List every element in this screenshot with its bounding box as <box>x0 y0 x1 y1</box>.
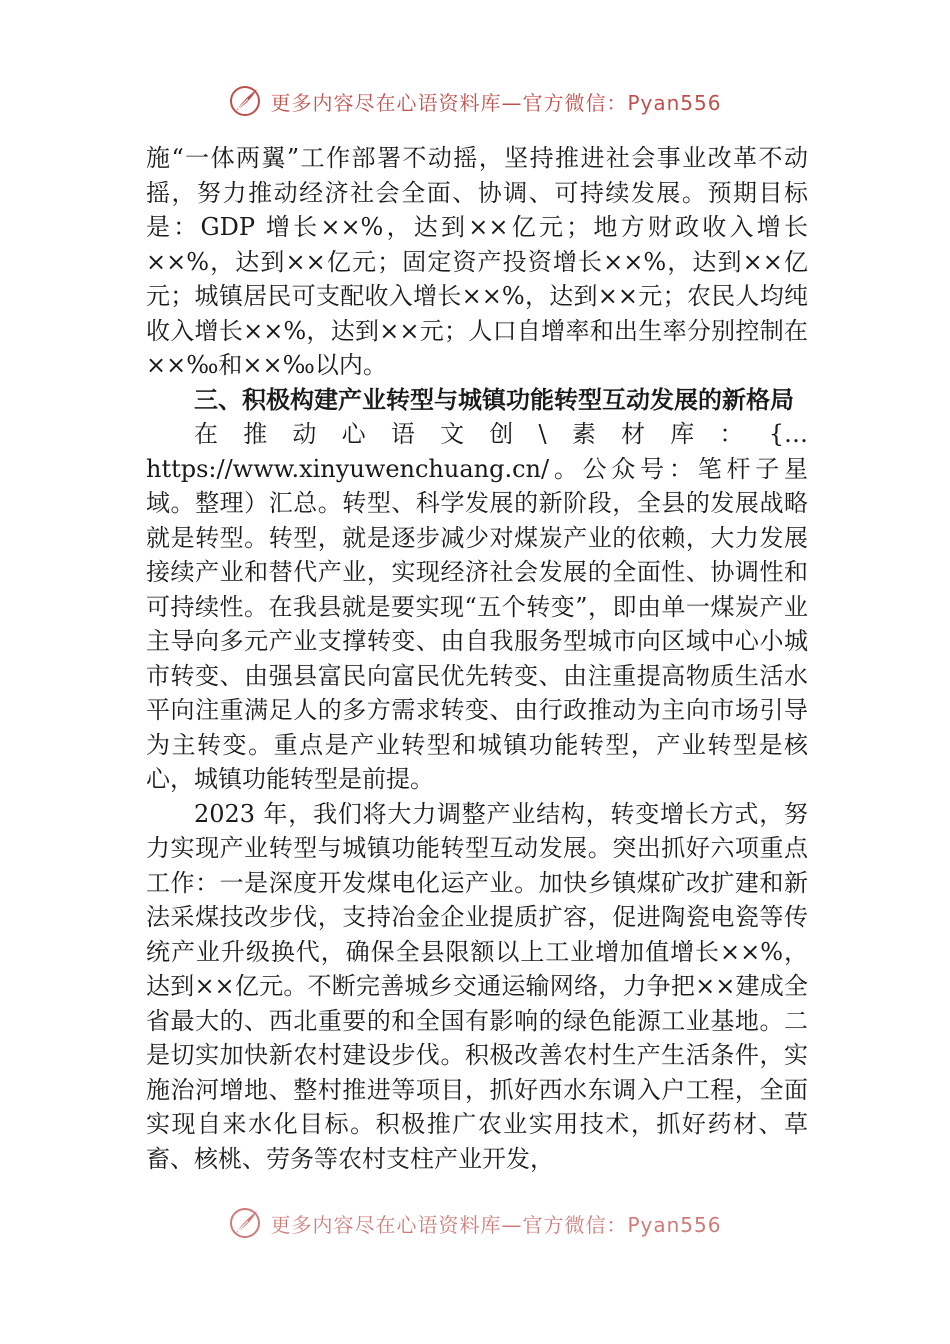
feather-logo-icon <box>228 1206 262 1240</box>
paragraph-body: {…https://www.xinyuwenchuang.cn/。公众号：笔杆子星域。整理）汇总。转型、科学发展的新阶段，全县的发展战略就是转型。转型，就是逐步减少对煤炭产业的依赖，大力发展接续产业和替代产业，实现经济社会发展的全面性、协调性和可持续性。在我县就是要实现“五个转变”，即由单一煤炭产业主导向多元产业支撑转变、由自我服务型城市向区域中心小城市转变、由强县富民向富民优先转变、由注重提高物质生活水平向注重满足人的多方需求转变、由行政推动为主向市场引导为主转变。重点是产业转型和城镇功能转型，产业转型是核心，城镇功能转型是前提。 <box>146 420 808 793</box>
feather-logo-icon <box>228 84 262 118</box>
watermark-text: 更多内容尽在心语资料库—官方微信：Pyan556 <box>270 90 722 115</box>
section-heading: 三、积极构建产业转型与城镇功能转型互动发展的新格局 <box>194 385 794 414</box>
paragraph-transformation <box>146 417 808 797</box>
watermark-text: 更多内容尽在心语资料库—官方微信：Pyan556 <box>270 1212 722 1237</box>
paragraph-lead: 在推动心语文创\素材库： <box>194 420 769 448</box>
document-body <box>146 141 808 1176</box>
watermark-header <box>0 84 950 118</box>
watermark-footer <box>0 1206 950 1240</box>
paragraph-2023-plan: 2023 年，我们将大力调整产业结构，转变增长方式，努力实现产业转型与城镇功能转型互动发展。突出抓好六项重点工作：一是深度开发煤电化运产业。加快乡镇煤矿改扩建和新法采煤技改步伐，支持冶金企业提质扩容，促进陶瓷电瓷等传统产业升级换代，确保全县限额以上工业增加值增长××%，达到××亿元。不断完善城乡交通运输网络，力争把××建成全省最大的、西北重要的和全国有影响的绿色能源工业基地。二是切实加快新农村建设步伐。积极改善农村生产生活条件，实施治河增地、整村推进等项目，抓好西水东调入户工程，全面实现自来水化目标。积极推广农业实用技术，抓好药材、草畜、核桃、劳务等农村支柱产业开发， <box>146 799 808 1173</box>
paragraph-goals: 施“一体两翼”工作部署不动摇，坚持推进社会事业改革不动摇，努力推动经济社会全面、协调、可持续发展。预期目标是：GDP 增长××%，达到××亿元；地方财政收入增长××%，达到××亿元；固定资产投资增长××%，达到××亿元；城镇居民可支配收入增长××%，达到××元；农民人均纯收入增长××%，达到××元；人口自增率和出生率分别控制在××‰和××‰以内。 <box>146 144 808 379</box>
